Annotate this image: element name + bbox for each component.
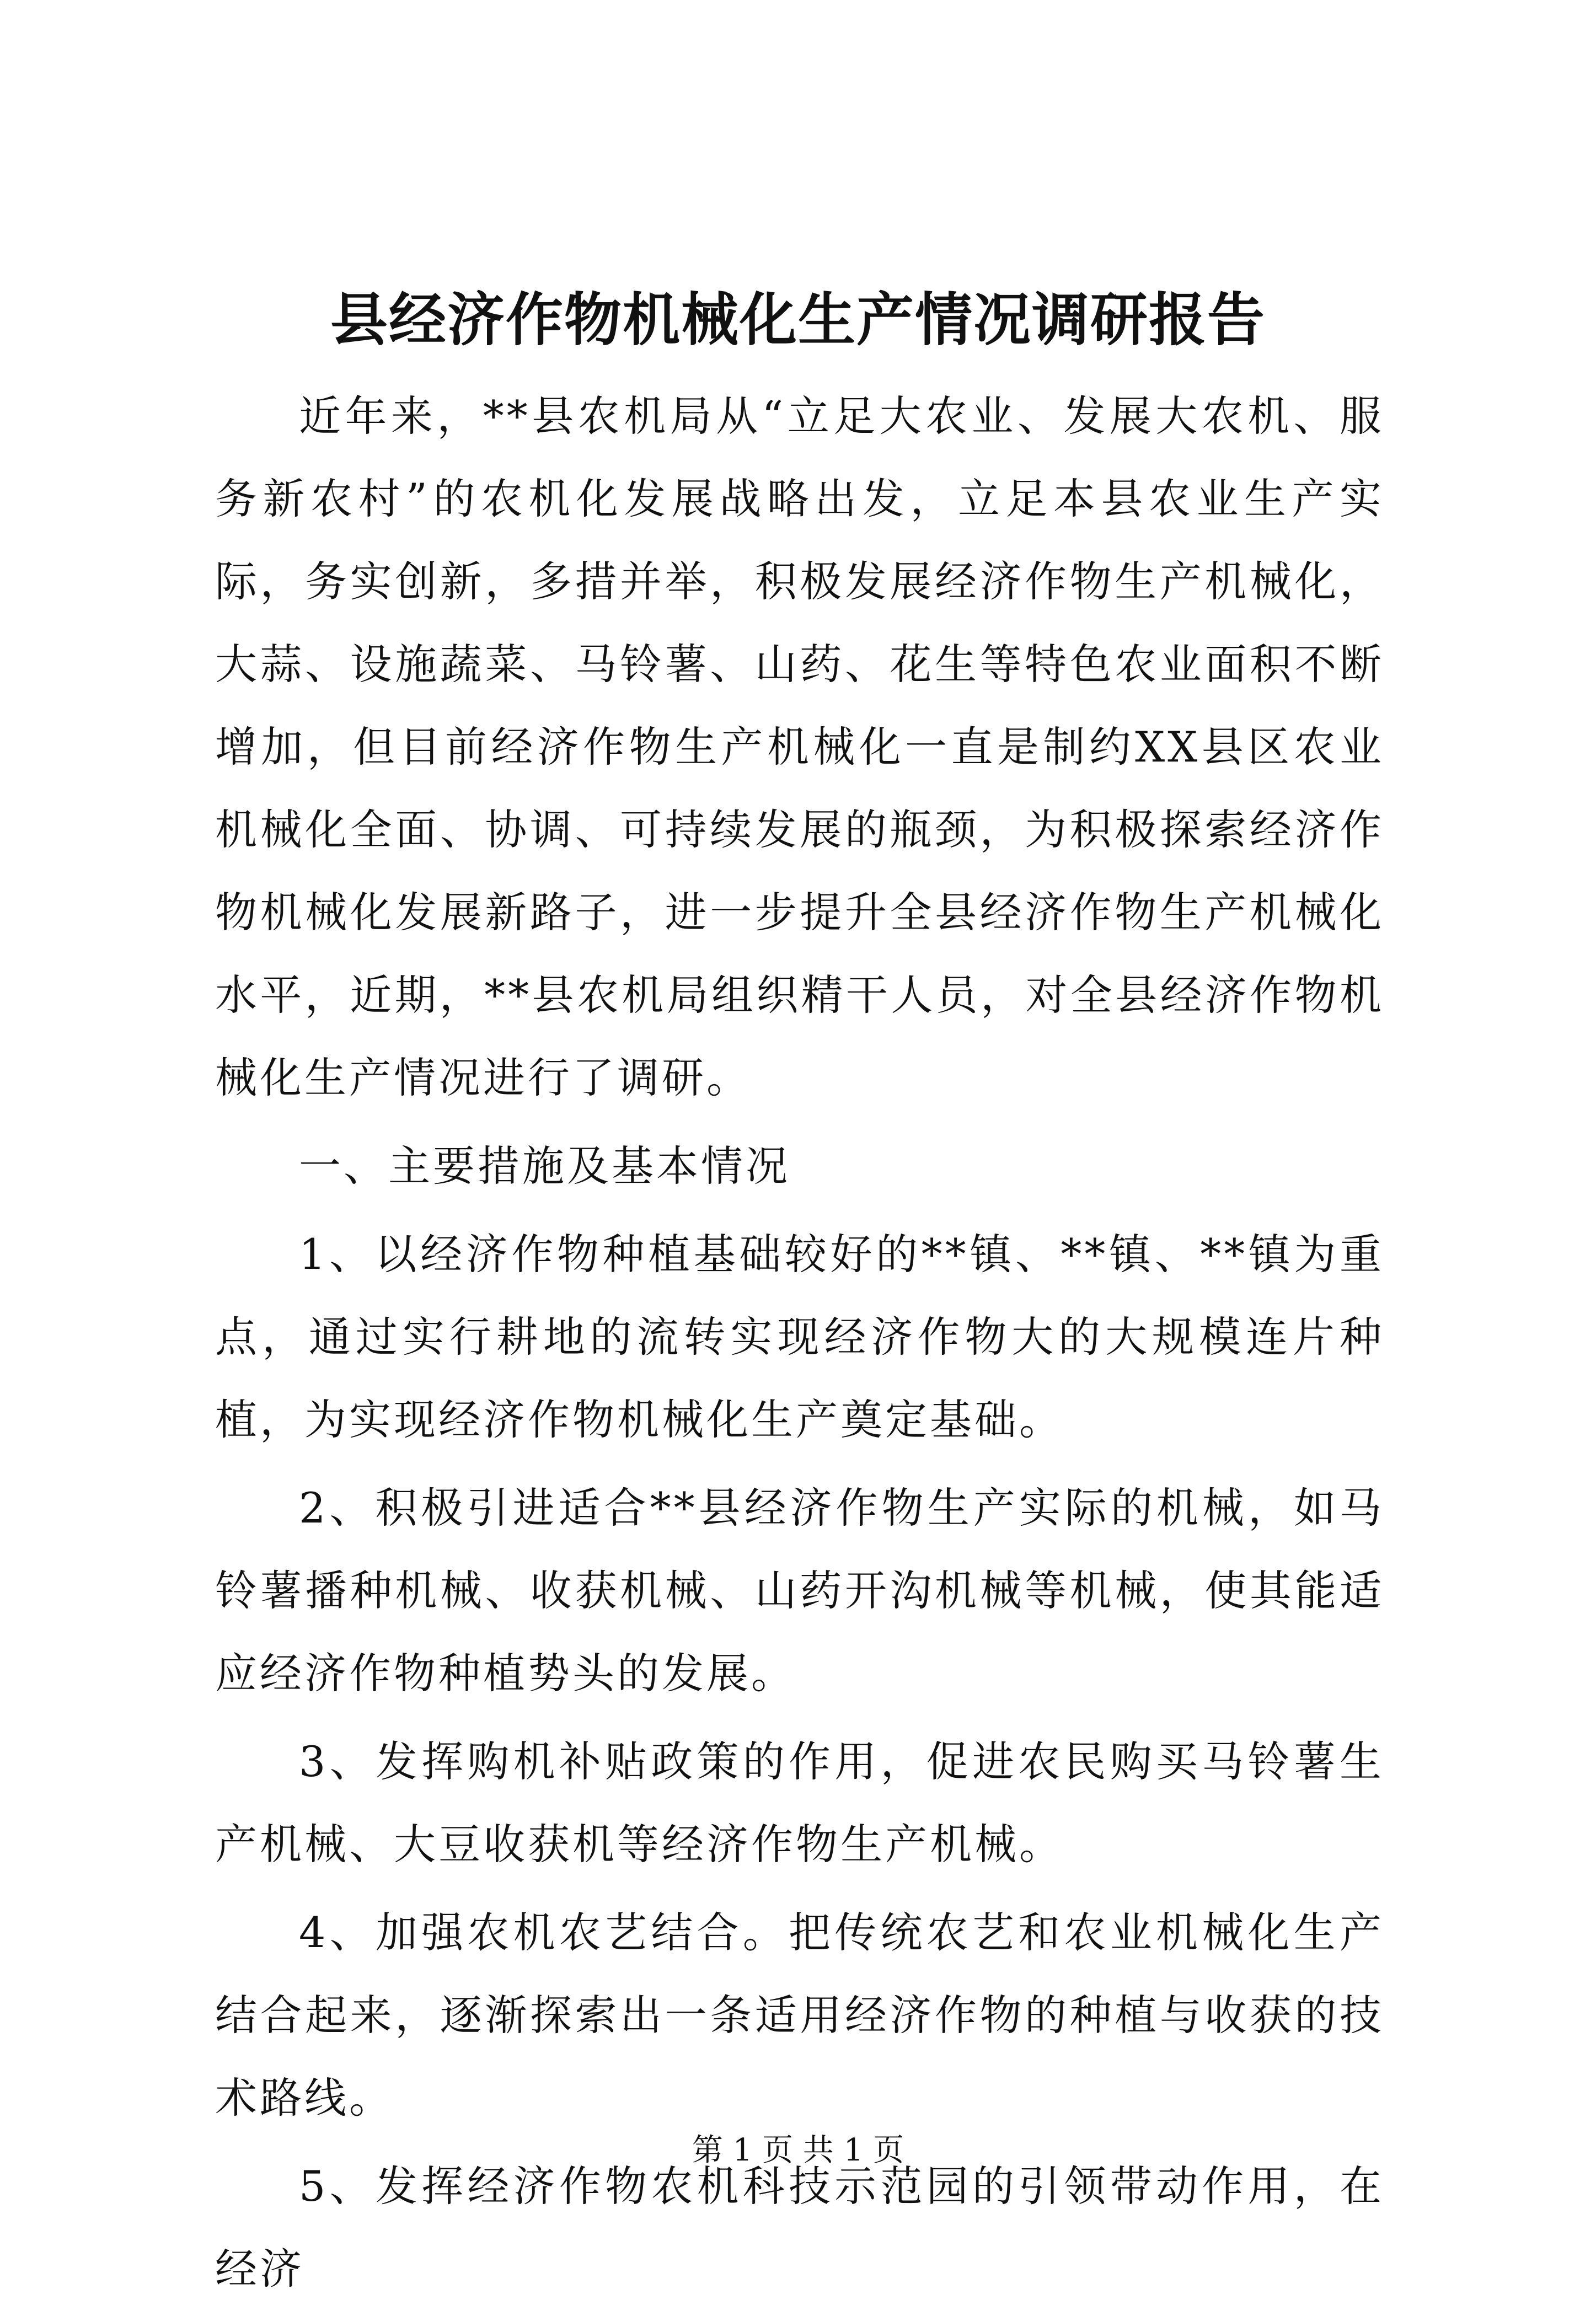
section-heading: 一、主要措施及基本情况 [299, 1141, 790, 1191]
paragraph-item-1: 1、以经济作物种植基础较好的**镇、**镇、**镇为重点，通过实行耕地的流转实现经济作物大的大规模连片种植，为实现经济作物机械化生产奠定基础。 [215, 1230, 1384, 1444]
paragraph-item-4: 4、加强农机农艺结合。把传统农艺和农业机械化生产结合起来，逐渐探索出一条适用经济作物的种植与收获的技术路线。 [215, 1908, 1384, 2122]
paragraph-item-5: 5、发挥经济作物农机科技示范园的引领带动作用，在经济 [215, 2162, 1384, 2293]
paragraph-item-3: 3、发挥购机补贴政策的作用，促进农民购买马铃薯生产机械、大豆收获机等经济作物生产机械。 [215, 1737, 1384, 1869]
document-title: 县经济作物机械化生产情况调研报告 [330, 286, 1266, 353]
paragraph-intro: 近年来，**县农机局从“立足大农业、发展大农机、服务新农村”的农机化发展战略出发，立足本县农业生产实际，务实创新，多措并举，积极发展经济作物生产机械化，大蒜、设施蔬菜、马铃薯、山药、花生等特色农业面积不断增加，但目前经济作物生产机械化一直是制约XX县区农业机械化全面、协调、可持续发展的瓶颈，为积极探索经济作物机械化发展新路子，进一步提升全县经济作物生产机械化水平，近期，**县农机局组织精干人员，对全县经济作物机械化生产情况进行了调研。 [215, 392, 1384, 1102]
page-footer: 第 1 页 共 1 页 [692, 2132, 904, 2168]
document-body [215, 375, 1384, 2316]
paragraph-item-2: 2、积极引进适合**县经济作物生产实际的机械，如马铃薯播种机械、收获机械、山药开沟机械等机械，使其能适应经济作物种植势头的发展。 [215, 1483, 1384, 1698]
